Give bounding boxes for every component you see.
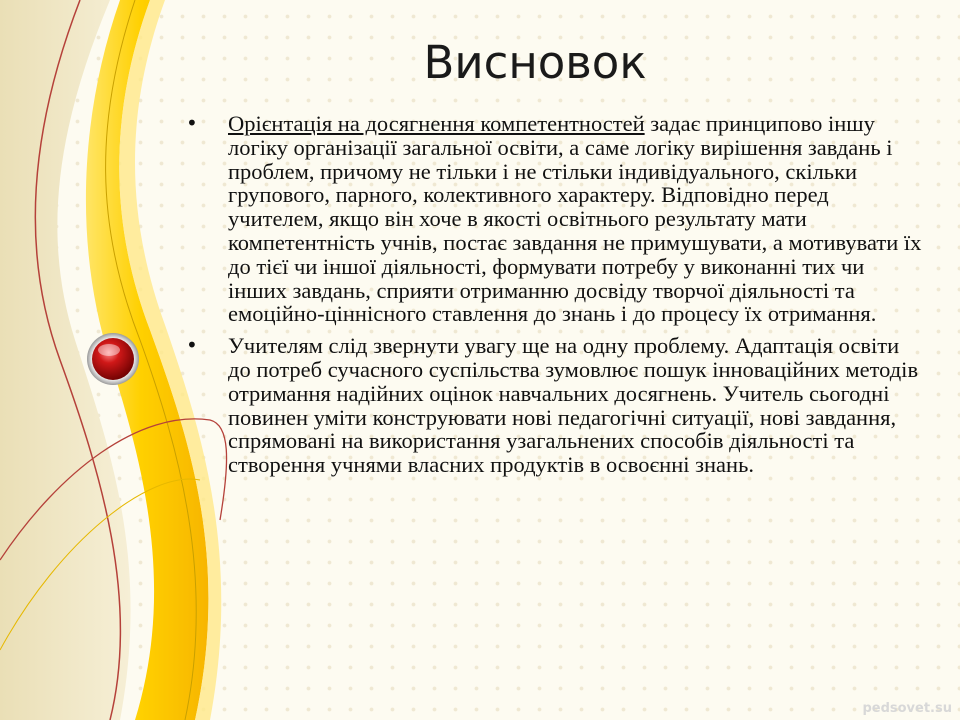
bullet-lead-underlined: Орієнтація на досягнення компетентностей — [228, 111, 645, 136]
red-glossy-orb-icon — [87, 333, 139, 385]
watermark: pedsovet.su — [862, 701, 952, 716]
bullet-item — [186, 334, 926, 477]
bullet-marker: • — [186, 333, 198, 358]
bullet-list — [186, 112, 926, 485]
bullet-text: Учителям слід звернути увагу ще на одну проблему. Адаптація освіти до потреб сучасного суспільства зумовлює пошук інноваційних методів отримання надійних оцінок навчальних досягнень. Учитель сьогодні повинен уміти конструювати нові педагогічні ситуації, нові завдання, спрямовані на використання узагальнених способів діяльності та створення учнями власних продуктів в освоєнні знань. — [228, 333, 919, 478]
bullet-marker: • — [186, 111, 198, 135]
bullet-text: задає принципово іншу логіку організації загальної освіти, а саме логіку вирішення завдань і проблем, причому не тільки і не стільки індивідуального, скільки групового, парного, колективного характеру. Відповідно перед учителем, якщо він хоче в якості освітнього результату мати компетентність учнів, постає завдання не примушувати, а мотивувати їх до тієї чи іншої діяльності, формувати потребу у виконанні тих чи інших завдань, сприяти отриманню досвіду творчої діяльності та емоційно-ціннісного ставлення до знань і до процесу їх отримання. — [228, 111, 922, 327]
slide-title: Висновок — [423, 36, 647, 89]
bullet-item — [186, 112, 926, 326]
